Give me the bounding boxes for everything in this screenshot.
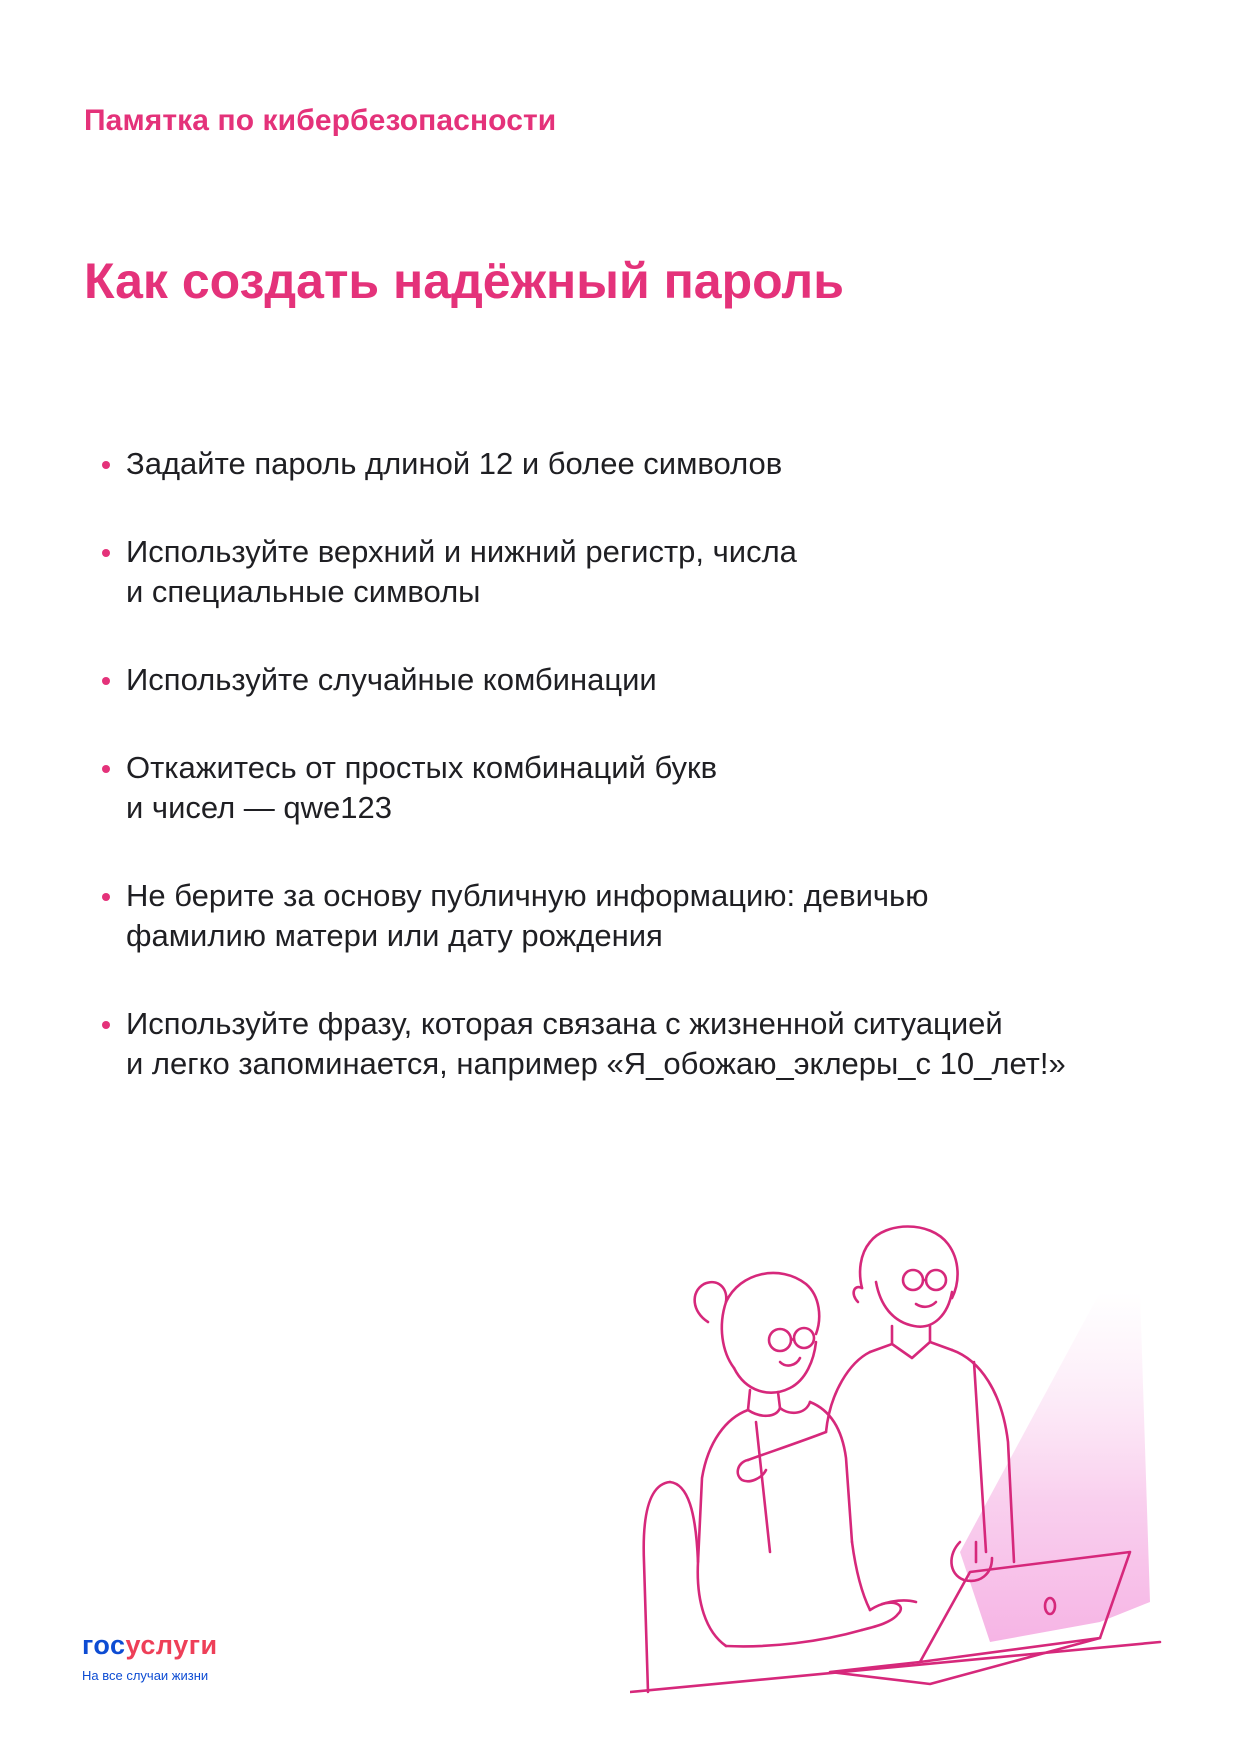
tip-line: Используйте фразу, которая связана с жизненной ситуацией <box>126 1006 1003 1041</box>
elderly-couple-laptop-illustration <box>630 1222 1190 1722</box>
bullet-icon <box>102 461 110 469</box>
tip-line: Используйте случайные комбинации <box>126 662 657 697</box>
list-item <box>100 876 1160 956</box>
gosuslugi-logo <box>82 1632 218 1683</box>
list-item <box>100 748 1160 828</box>
tip-line: и специальные символы <box>126 574 481 609</box>
list-item <box>100 444 1160 484</box>
logo-part-gos: гос <box>82 1630 126 1660</box>
list-item <box>100 660 1160 700</box>
tip-line: и легко запоминается, например «Я_обожаю_эклеры_с 10_лет!» <box>126 1046 1066 1081</box>
tips-list <box>100 444 1160 1132</box>
logo-part-uslugi: услуги <box>125 1630 218 1660</box>
page-kicker: Памятка по кибербезопасности <box>84 104 557 137</box>
tip-line: Откажитесь от простых комбинаций букв <box>126 750 718 785</box>
bullet-icon <box>102 549 110 557</box>
bullet-icon <box>102 1021 110 1029</box>
bullet-icon <box>102 893 110 901</box>
page-title: Как создать надёжный пароль <box>84 253 844 309</box>
list-item <box>100 1004 1160 1084</box>
logo-tagline: На все случаи жизни <box>82 1668 209 1683</box>
tip-line: Не берите за основу публичную информацию: девичью <box>126 878 929 913</box>
tip-line: фамилию матери или дату рождения <box>126 918 663 953</box>
list-item <box>100 532 1160 612</box>
bullet-icon <box>102 765 110 773</box>
logo-wordmark <box>82 1632 218 1659</box>
tip-line: Используйте верхний и нижний регистр, числа <box>126 534 797 569</box>
tip-line: и чисел — qwe123 <box>126 790 393 825</box>
tip-line: Задайте пароль длиной 12 и более символов <box>126 446 783 481</box>
bullet-icon <box>102 677 110 685</box>
